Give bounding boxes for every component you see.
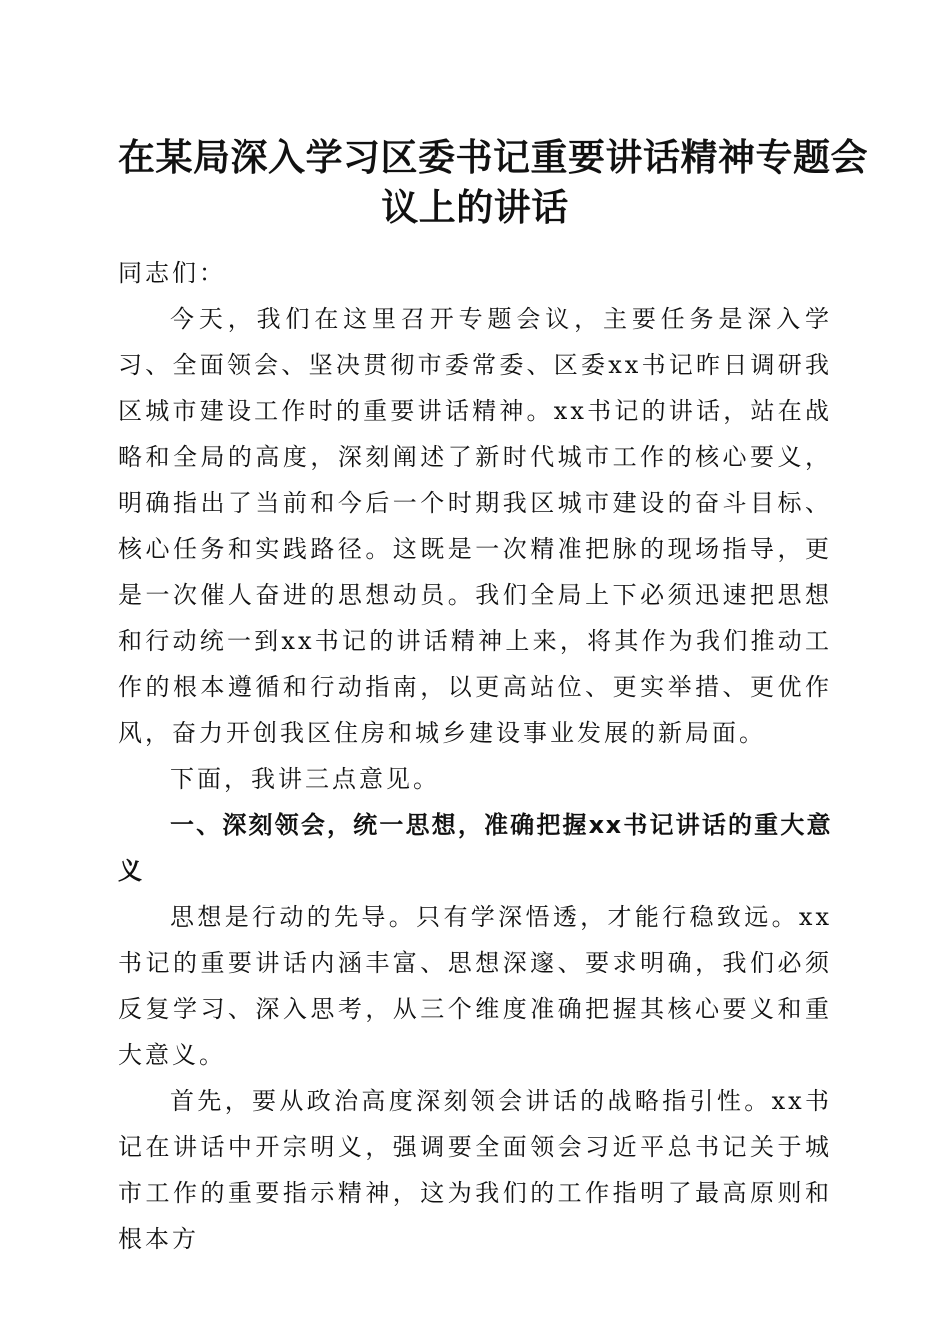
paragraph-opening: 今天，我们在这里召开专题会议，主要任务是深入学习、全面领会、坚决贯彻市委常委、区委xx书记昨日调研我区城市建设工作时的重要讲话精神。xx书记的讲话，站在战略和全局的高度，深刻阐述了新时代城市工作的核心要义，明确指出了当前和今后一个时期我区城市建设的奋斗目标、核心任务和实践路径。这既是一次精准把脉的现场指导，更是一次催人奋进的思想动员。我们全局上下必须迅速把思想和行动统一到xx书记的讲话精神上来，将其作为我们推动工作的根本遵循和行动指南，以更高站位、更实举措、更优作风，奋力开创我区住房和城乡建设事业发展的新局面。 (118, 305, 832, 747)
title-line-2: 议上的讲话 (381, 185, 569, 229)
paragraph-first-point: 首先，要从政治高度深刻领会讲话的战略指引性。xx书记在讲话中开宗明义，强调要全面领会习近平总书记关于城市工作的重要指示精神，这为我们的工作指明了最高原则和根本方 (118, 1087, 832, 1253)
document-title (118, 132, 868, 232)
document-body (118, 250, 832, 1262)
section-heading-1: 一、深刻领会，统一思想，准确把握xx书记讲话的重大意义 (118, 811, 832, 885)
title-line-1: 在某局深入学习区委书记重要讲话精神专题会 (118, 135, 868, 179)
paragraph-outline: 下面，我讲三点意见。 (170, 765, 440, 793)
paragraph-section-intro: 思想是行动的先导。只有学深悟透，才能行稳致远。xx书记的重要讲话内涵丰富、思想深邃、要求明确，我们必须反复学习、深入思考，从三个维度准确把握其核心要义和重大意义。 (118, 903, 832, 1069)
salutation: 同志们： (118, 259, 226, 287)
